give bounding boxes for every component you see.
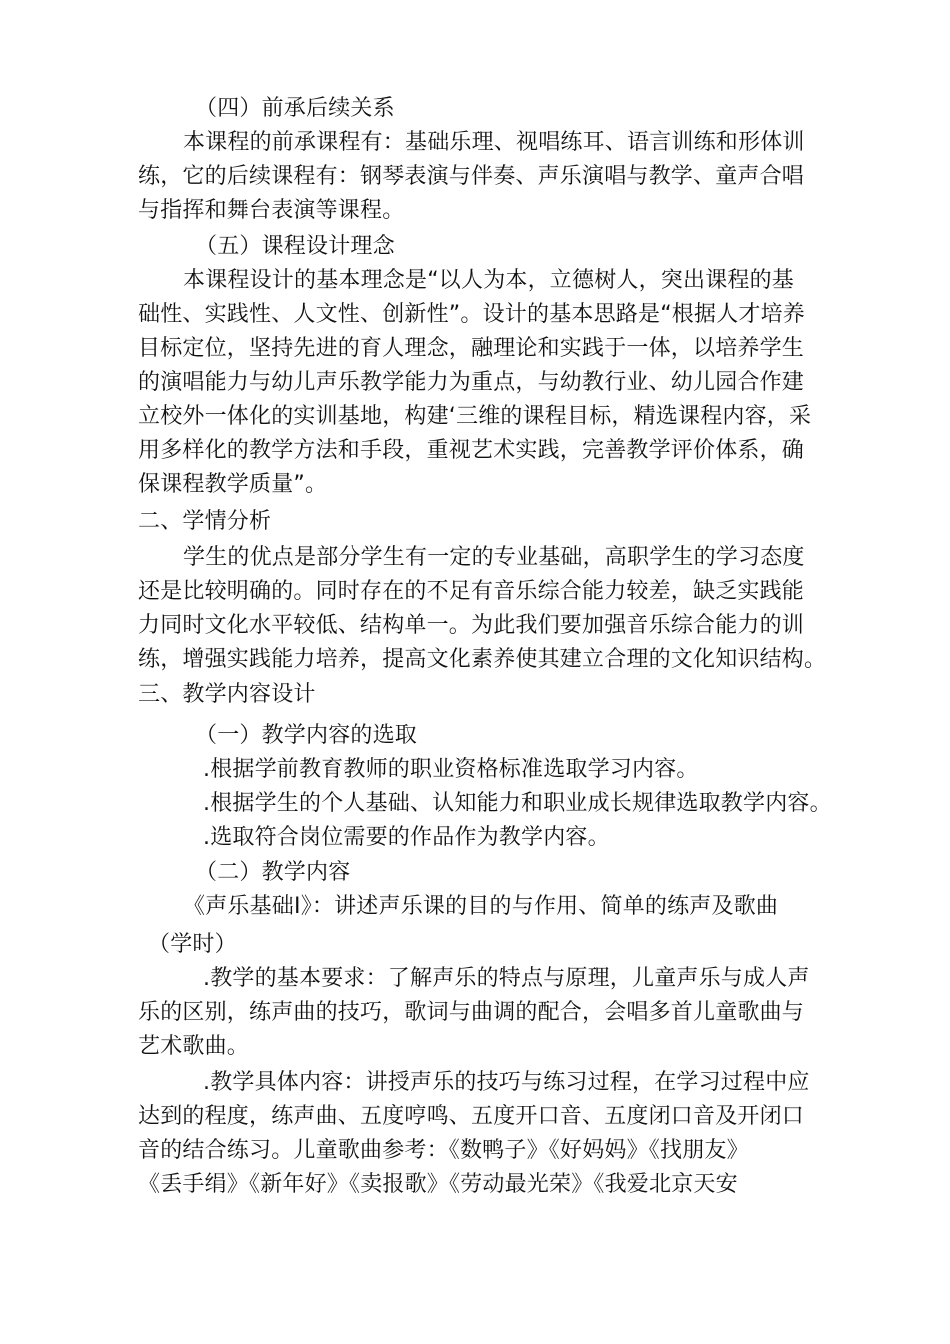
paragraph-line: 练，它的后续课程有：钢琴表演与伴奏、声乐演唱与教学、童声合唱 (138, 164, 805, 189)
list-item: .根据学前教育教师的职业资格标准选取学习内容。 (203, 757, 699, 782)
course-hours-line: （学时） (148, 932, 237, 957)
list-item: .选取符合岗位需要的作品作为教学内容。 (203, 825, 610, 850)
paragraph-line: 还是比较明确的。同时存在的不足有音乐综合能力较差，缺乏实践能 (138, 579, 805, 604)
paragraph-line: 与指挥和舞台表演等课程。 (138, 198, 405, 223)
heading-4-4: （四）前承后续关系 (195, 96, 395, 121)
paragraph-line: 乐的区别，练声曲的技巧，歌词与曲调的配合，会唱多首儿童歌曲与 (138, 1000, 805, 1025)
course-title-line: 《声乐基础Ⅰ》：讲述声乐课的目的与作用、简单的练声及歌曲 (183, 894, 779, 919)
section-heading-2: 二、学情分析 (138, 509, 272, 534)
paragraph-line: 本课程的前承课程有：基础乐理、视唱练耳、语言训练和形体训 (183, 130, 805, 155)
paragraph-line: 学生的优点是部分学生有一定的专业基础，高职学生的学习态度 (183, 545, 805, 570)
paragraph-line: 用多样化的教学方法和手段，重视艺术实践，完善教学评价体系，确 (138, 438, 805, 463)
paragraph-line: 础性、实践性、人文性、创新性”。设计的基本思路是“根据人才培养 (138, 302, 805, 327)
heading-4-5: （五）课程设计理念 (195, 234, 395, 259)
list-item: .根据学生的个人基础、认知能力和职业成长规律选取教学内容。 (203, 791, 832, 816)
section-heading-3: 三、教学内容设计 (138, 682, 316, 707)
paragraph-line: 艺术歌曲。 (138, 1034, 250, 1059)
paragraph-line: .教学具体内容：讲授声乐的技巧与练习过程，在学习过程中应 (203, 1070, 810, 1095)
paragraph-line: 立校外一体化的实训基地，构建‘三维的课程目标，精选课程内容，采 (138, 404, 812, 429)
paragraph-line: 保课程教学质量”。 (138, 472, 328, 497)
paragraph-line: 目标定位，坚持先进的育人理念，融理论和实践于一体，以培养学生 (138, 336, 805, 361)
paragraph-line: 的演唱能力与幼儿声乐教学能力为重点，与幼教行业、幼儿园合作建 (138, 370, 805, 395)
paragraph-line: 《丢手绢》《新年好》《卖报歌》《劳动最光荣》《我爱北京天安 (138, 1172, 738, 1197)
paragraph-line: 达到的程度，练声曲、五度哼鸣、五度开口音、五度闭口音及开闭口 (138, 1104, 805, 1129)
paragraph-line: 练，增强实践能力培养，提高文化素养使其建立合理的文化知识结构。 (138, 647, 827, 672)
paragraph-line: .教学的基本要求：了解声乐的特点与原理，儿童声乐与成人声 (203, 966, 810, 991)
heading-3-1: （一）教学内容的选取 (195, 723, 418, 748)
heading-3-2: （二）教学内容 (195, 860, 351, 885)
paragraph-line: 本课程设计的基本理念是“以人为本，立德树人，突出课程的基 (183, 268, 794, 293)
paragraph-line: 音的结合练习。儿童歌曲参考：《数鸭子》《好妈妈》《找朋友》 (138, 1138, 749, 1163)
paragraph-line: 力同时文化水平较低、结构单一。为此我们要加强音乐综合能力的训 (138, 613, 805, 638)
